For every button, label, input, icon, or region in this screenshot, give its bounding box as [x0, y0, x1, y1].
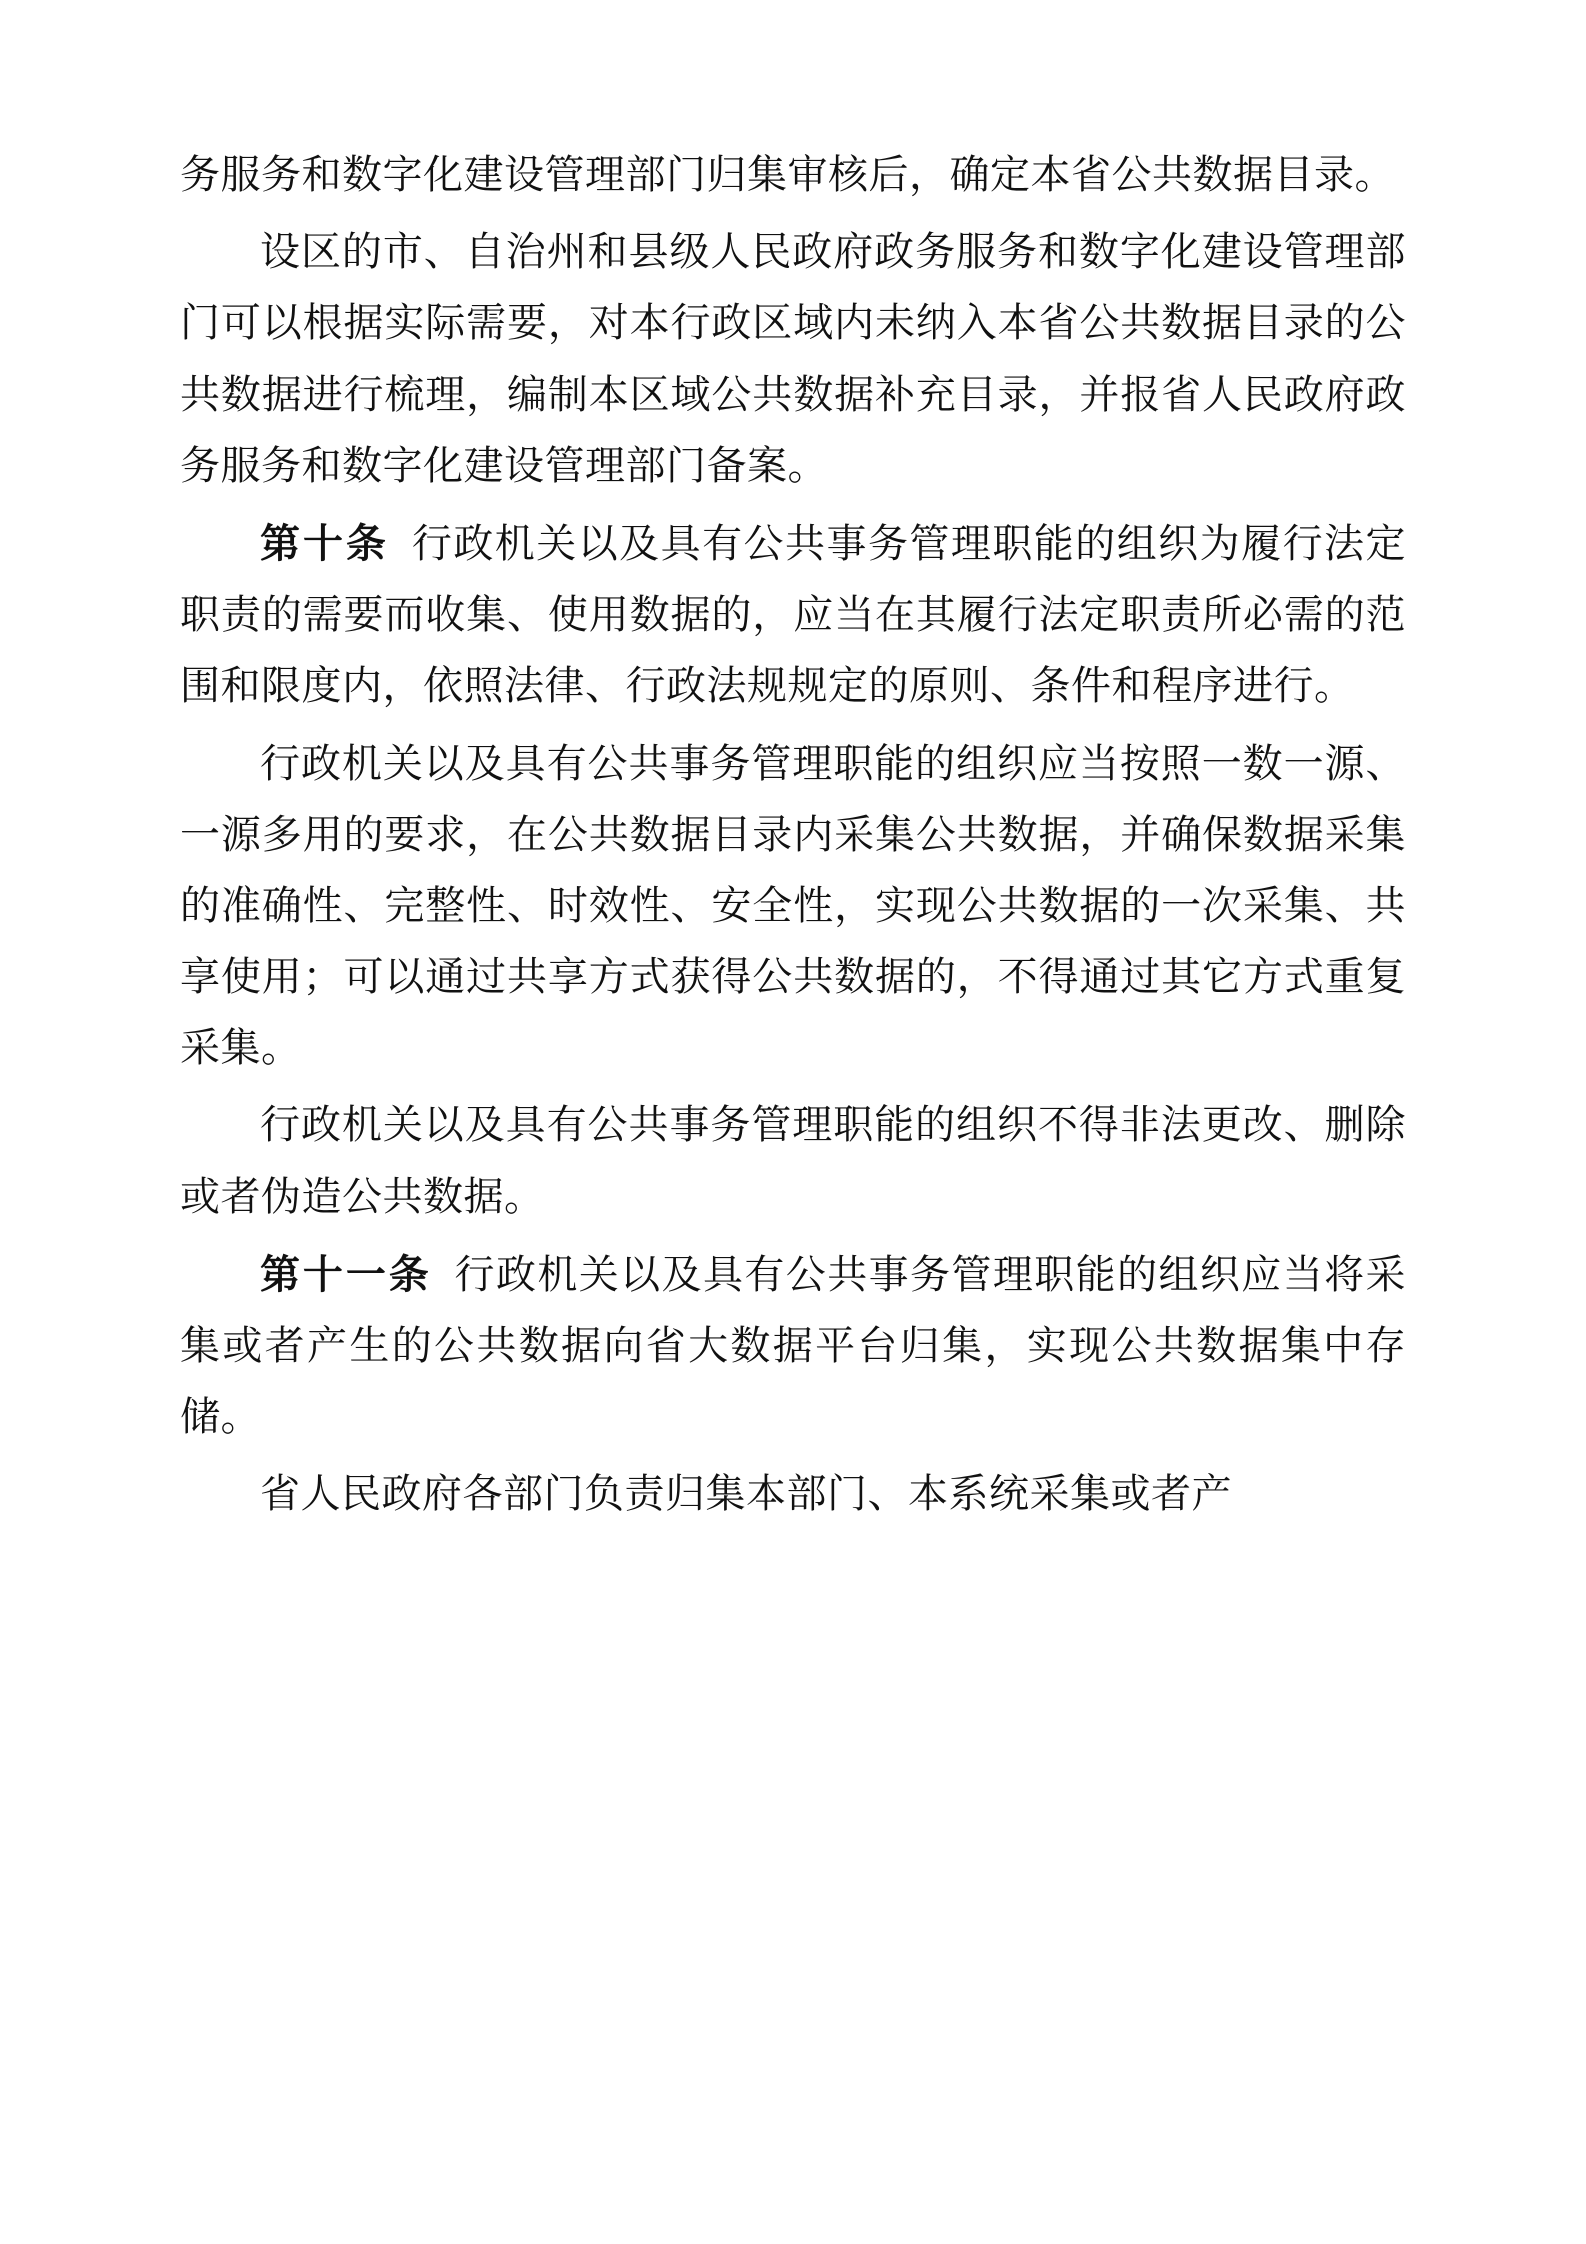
paragraph-text: 行政机关以及具有公共事务管理职能的组织不得非法更改、删除或者伪造公共数据。	[180, 1102, 1406, 1220]
paragraph-city-county	[180, 217, 1406, 502]
paragraph-article-11	[180, 1239, 1406, 1454]
paragraph-article-10-clause-2	[180, 729, 1406, 1085]
paragraph-article-11-clause-2	[180, 1459, 1406, 1530]
paragraph-text: 行政机关以及具有公共事务管理职能的组织为履行法定职责的需要而收集、使用数据的，应当在其履行法定职责所必需的范围和限度内，依照法律、行政法规规定的原则、条件和程序进行。	[180, 520, 1407, 710]
paragraph-text: 行政机关以及具有公共事务管理职能的组织应当将采集或者产生的公共数据向省大数据平台归集，实现公共数据集中存储。	[180, 1251, 1407, 1441]
paragraph-continued	[180, 140, 1406, 211]
paragraph-article-10-clause-3	[180, 1090, 1406, 1232]
paragraph-article-10	[180, 508, 1406, 723]
article-label: 第十条	[260, 519, 389, 567]
article-label: 第十一条	[260, 1250, 432, 1298]
paragraph-text: 省人民政府各部门负责归集本部门、本系统采集或者产	[260, 1471, 1232, 1518]
paragraph-text: 行政机关以及具有公共事务管理职能的组织应当按照一数一源、一源多用的要求，在公共数据目录内采集公共数据，并确保数据采集的准确性、完整性、时效性、安全性，实现公共数据的一次采集、共享使用；可以通过共享方式获得公共数据的，不得通过其它方式重复采集。	[180, 740, 1406, 1072]
document-body	[180, 140, 1406, 1531]
paragraph-text: 务服务和数字化建设管理部门归集审核后，确定本省公共数据目录。	[180, 152, 1395, 198]
paragraph-text: 设区的市、自治州和县级人民政府政务服务和数字化建设管理部门可以根据实际需要，对本行政区域内未纳入本省公共数据目录的公共数据进行梳理，编制本区域公共数据补充目录，并报省人民政府政务服务和数字化建设管理部门备案。	[180, 229, 1406, 489]
